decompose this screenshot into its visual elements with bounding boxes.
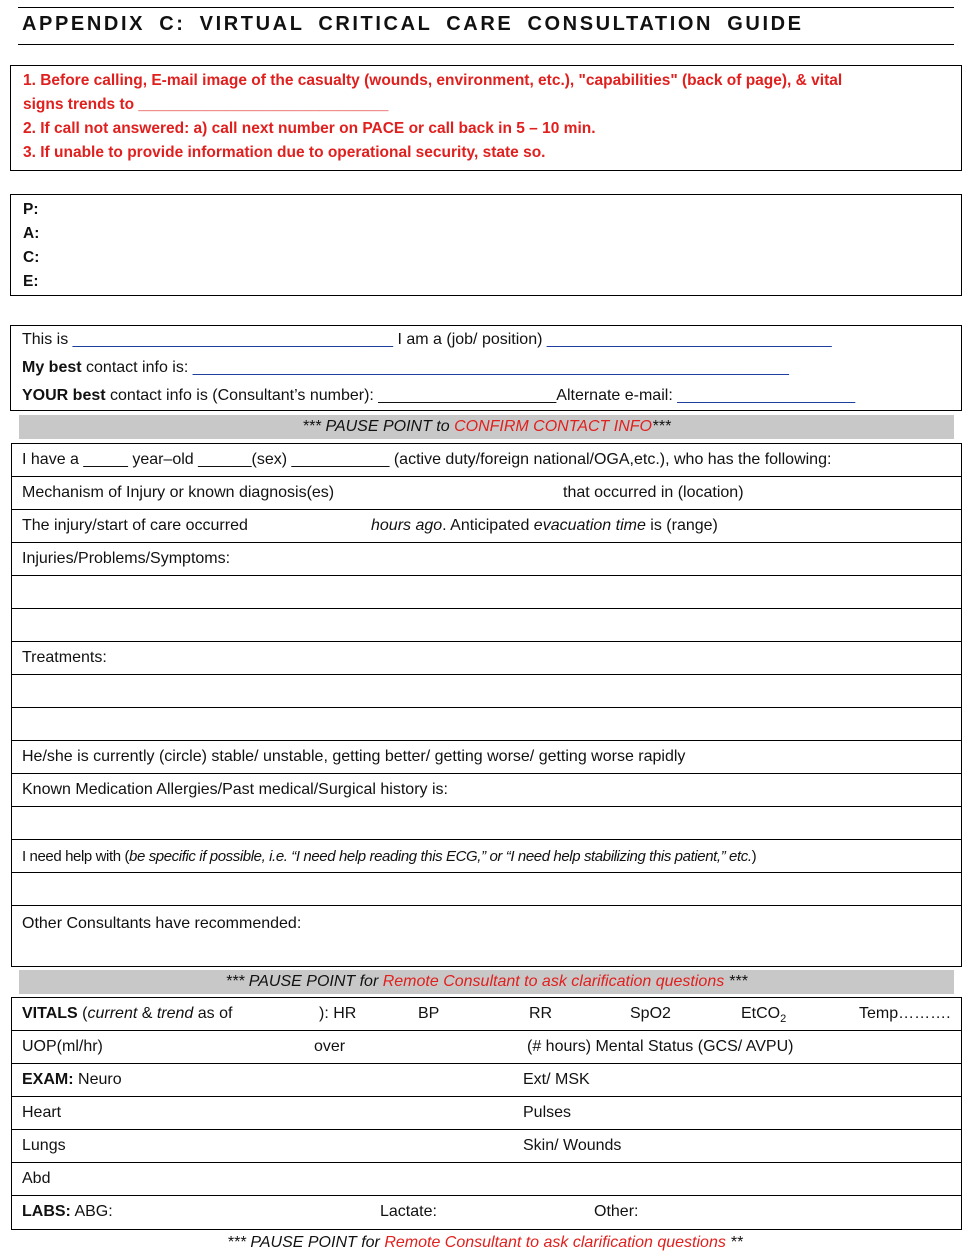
pause-point-contact: *** PAUSE POINT to CONFIRM CONTACT INFO*** — [19, 415, 954, 439]
table-row[interactable] — [11, 608, 962, 642]
pace-p[interactable]: P: — [23, 201, 39, 218]
pace-e[interactable]: E: — [23, 273, 39, 290]
my-contact-blank[interactable]: ___________________________________________________________________ — [192, 359, 789, 376]
table-row: LABS: ABG: Lactate: Other: — [11, 1195, 962, 1230]
alt-email-blank[interactable]: ____________________ — [677, 387, 856, 404]
table-row: The injury/start of care occurred hours ago. Anticipated evacuation time is (range) — [11, 509, 962, 543]
pace-box — [10, 194, 962, 296]
pace-c[interactable]: C: — [23, 249, 40, 266]
title-top-rule — [18, 7, 954, 8]
position-blank[interactable]: ________________________________ — [546, 331, 832, 348]
instruction-3: 3. If unable to provide information due to operational security, state so. — [23, 144, 546, 161]
pause-point-clarification-2: *** PAUSE POINT for Remote Consultant to ask clarification questions ** — [227, 1234, 743, 1251]
table-row: Other Consultants have recommended: — [11, 905, 962, 967]
table-row[interactable] — [11, 806, 962, 840]
table-row: Lungs Skin/ Wounds — [11, 1129, 962, 1163]
caller-name-blank[interactable]: ____________________________________ — [72, 331, 394, 348]
table-row: Abd — [11, 1162, 962, 1196]
consultant-number-blank[interactable]: ____________________ — [378, 387, 557, 404]
table-row: EXAM: Neuro Ext/ MSK — [11, 1063, 962, 1097]
table-row[interactable] — [11, 707, 962, 741]
table-row: Injuries/Problems/Symptoms: — [11, 542, 962, 576]
table-row[interactable] — [11, 872, 962, 906]
instructions-box — [10, 65, 962, 171]
table-row: VITALS (current & trend as of ): HR BP RR SpO2 EtCO$_2$ Temp………. — [11, 997, 962, 1031]
title-bottom-rule — [18, 44, 954, 45]
table-row: Known Medication Allergies/Past medical/Surgical history is: — [11, 773, 962, 807]
your-contact-line: YOUR best contact info is (Consultant’s number): ____________________Alternate e-mail: ____________________ — [22, 387, 856, 404]
table-row[interactable] — [11, 575, 962, 609]
table-row: Treatments: — [11, 641, 962, 675]
contact-box — [10, 325, 962, 411]
instruction-1-cont: signs trends to _____________________________ — [23, 96, 389, 113]
table-row[interactable] — [11, 674, 962, 708]
pause-point-clarification-1: *** PAUSE POINT for Remote Consultant to ask clarification questions *** — [19, 970, 954, 994]
table-row: UOP(ml/hr) over (# hours) Mental Status (GCS/ AVPU) — [11, 1030, 962, 1064]
table-row: He/she is currently (circle) stable/ unstable, getting better/ getting worse/ getting worse rapidly — [11, 740, 962, 774]
this-is-line: This is ____________________________________ I am a (job/ position) ________________________________ — [22, 331, 832, 348]
table-row: I need help with (be specific if possible, i.e. “I need help reading this ECG,” or “I need help stabilizing this patient,” etc.) — [11, 839, 962, 873]
table-row: Mechanism of Injury or known diagnosis(es) that occurred in (location) — [11, 476, 962, 510]
table-row: I have a _____ year–old ______(sex) ___________ (active duty/foreign national/OGA,etc.), who has the following: — [11, 443, 962, 477]
pace-a[interactable]: A: — [23, 225, 40, 242]
instruction-1: 1. Before calling, E-mail image of the casualty (wounds, environment, etc.), "capabilities" (back of page), & vital — [23, 72, 843, 89]
page-title: APPENDIX C: VIRTUAL CRITICAL CARE CONSULTATION GUIDE — [22, 13, 804, 35]
instruction-2: 2. If call not answered: a) call next number on PACE or call back in 5 – 10 min. — [23, 120, 596, 137]
email-blank[interactable]: _____________________________ — [138, 96, 389, 113]
my-contact-line: My best contact info is: ___________________________________________________________________ — [22, 359, 789, 376]
table-row: Heart Pulses — [11, 1096, 962, 1130]
